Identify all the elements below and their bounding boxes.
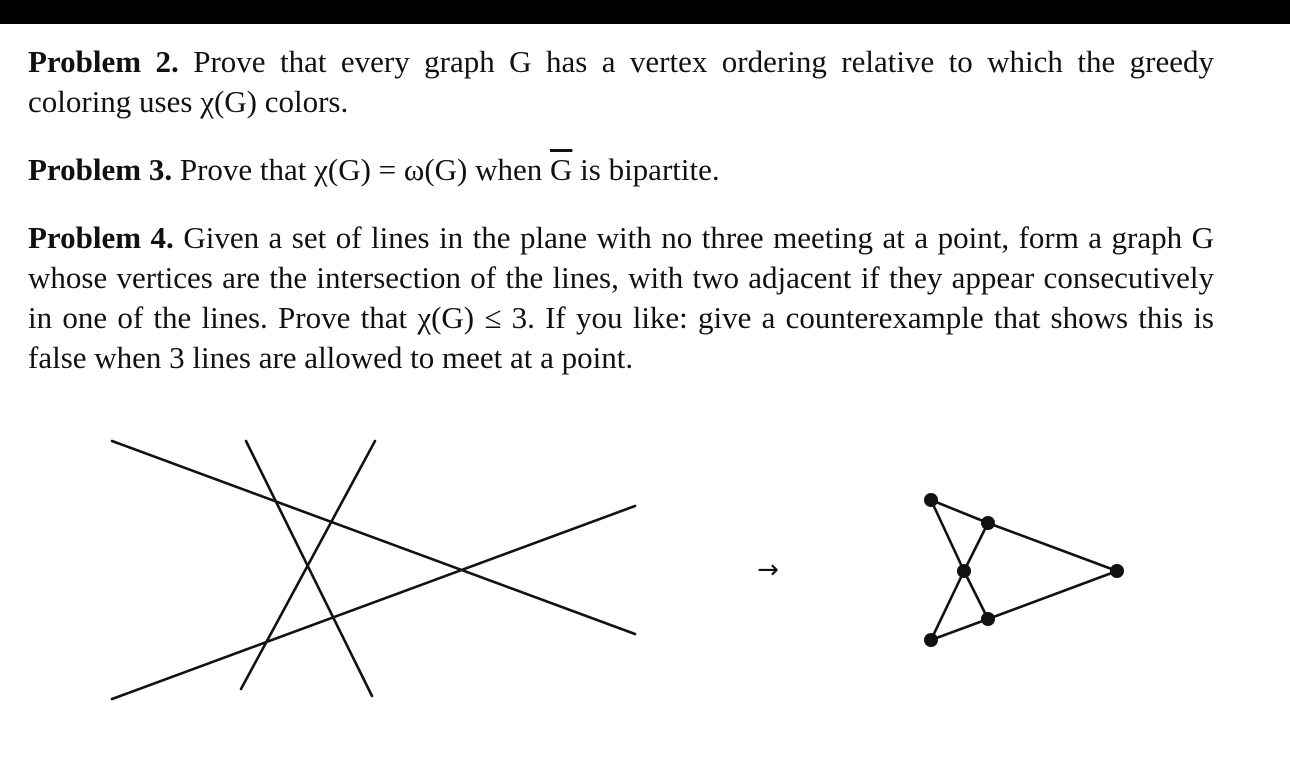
graph-vertex xyxy=(957,564,971,578)
problem-3 xyxy=(28,150,1214,190)
problem-2 xyxy=(28,42,1214,122)
problem-3-text-after: is bipartite. xyxy=(580,152,720,187)
result-graph xyxy=(924,493,1124,647)
graph-vertex xyxy=(1110,564,1124,578)
problem-3-complement-g: $\overline{G}$ xyxy=(550,152,573,187)
problem-4 xyxy=(28,218,1214,378)
graph-vertex xyxy=(981,516,995,530)
graph-edge xyxy=(964,523,988,571)
problem-3-text-before: Prove that χ(G) = ω(G) when xyxy=(179,152,543,187)
lines-to-graph-figure xyxy=(0,420,1290,720)
problem-2-label: Problem 2. xyxy=(28,44,179,79)
problem-4-label: Problem 4. xyxy=(28,220,174,255)
graph-edge xyxy=(988,523,1117,571)
graph-vertex xyxy=(924,493,938,507)
problem-2-text: Prove that every graph G has a vertex ordering relative to which the greedy coloring uses χ(G) colors. xyxy=(28,44,1215,119)
problem-3-label: Problem 3. xyxy=(28,152,173,187)
line-4 xyxy=(241,441,375,689)
top-bar xyxy=(0,0,1290,24)
line-2 xyxy=(112,506,635,699)
line-arrangement xyxy=(112,441,635,699)
graph-edge xyxy=(964,571,988,619)
graph-vertices xyxy=(924,493,1124,647)
graph-vertex xyxy=(924,633,938,647)
graph-edge xyxy=(988,571,1117,619)
arrow-symbol: → xyxy=(757,555,779,585)
line-1 xyxy=(112,441,635,634)
problem-4-text: Given a set of lines in the plane with no three meeting at a point, form a graph G whose vertices are the intersection of the lines, with two adjacent if they appear consecutively in one of the lines. Prove that χ(G) ≤ 3. If you like: give a counterexample that shows this is false when 3 lines are allowed to meet at a point. xyxy=(28,220,1215,375)
graph-vertex xyxy=(981,612,995,626)
